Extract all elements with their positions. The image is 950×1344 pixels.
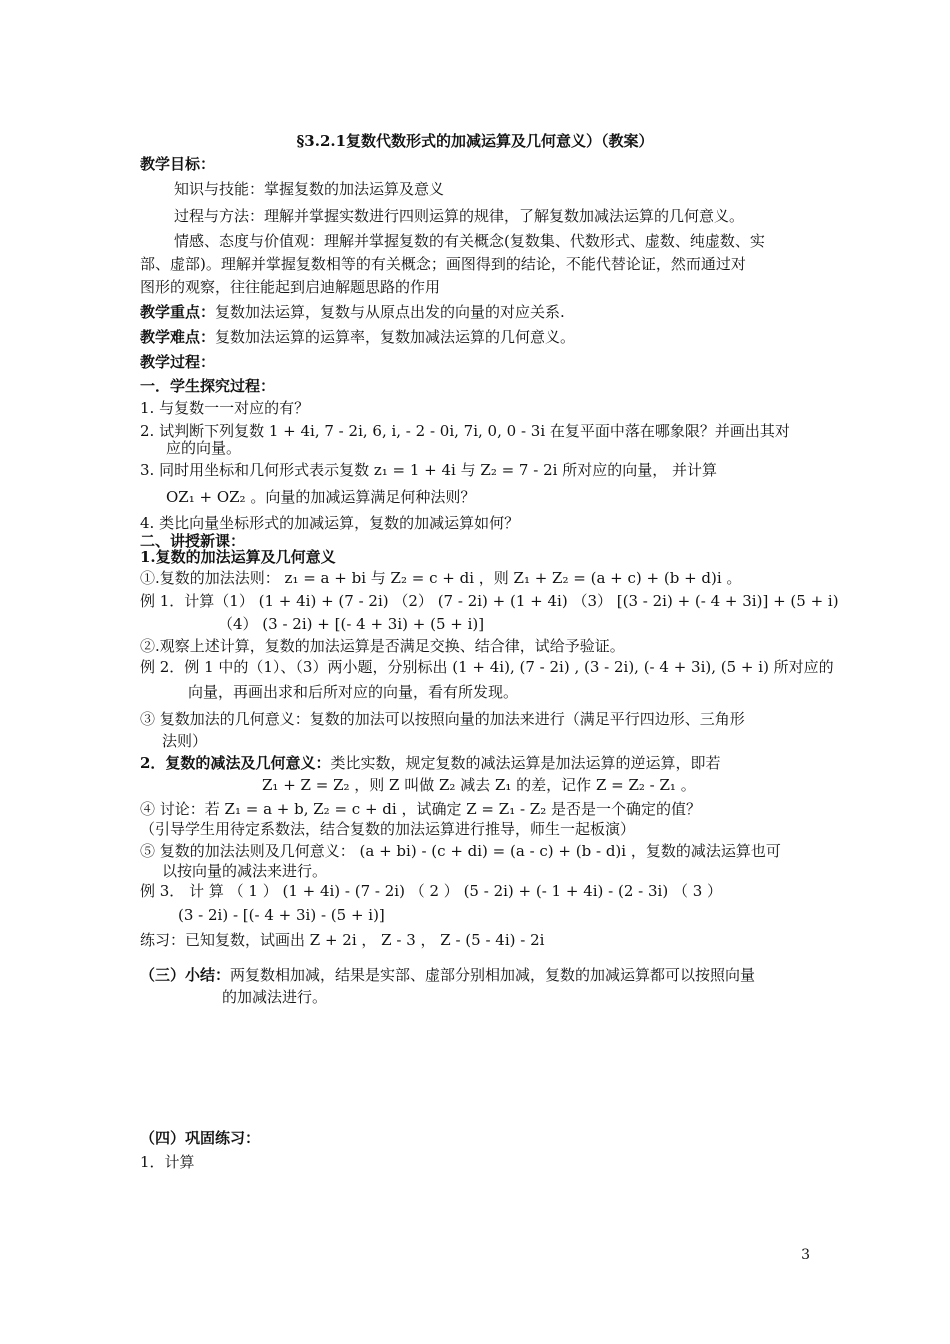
summary-line2: 的加减法进行。 (222, 988, 328, 1006)
key-point-label: 教学重点： (140, 303, 216, 321)
example1-line1: 例 1．计算（1） (1 + 4i) + (7 - 2i) （2） (7 - 2i) + (1 + 4i) （3） [(3 - 2i) + (- 4 + 3i)] + (5 + i) (140, 592, 839, 610)
question-2-line1: 2. 试判断下列复数 1 + 4i, 7 - 2i, 6, i, - 2 - 0i, 7i, 0, 0 - 3i 在复平面中落在哪象限？并画出其对 (140, 422, 790, 440)
commutative-note: ②.观察上述计算，复数的加法运算是否满足交换、结合律，试给予验证。 (140, 637, 625, 655)
geometric-meaning-line2: 法则） (162, 732, 208, 750)
page-title: §3.2.1复数代数形式的加减运算及几何意义）（教案） (296, 132, 654, 150)
example1-line2: （4） (3 - 2i) + [(- 4 + 3i) + (5 + i)] (218, 615, 485, 633)
subsection2-label: 2．复数的减法及几何意义： (140, 754, 331, 772)
key-point (140, 302, 565, 322)
subtraction-definition: Z₁ + Z = Z₂ ，则 Z 叫做 Z₂ 减去 Z₁ 的差，记作 Z = Z₂ - Z₁ 。 (262, 776, 696, 794)
difficulty (140, 327, 575, 347)
goal-emotion-line3: 图形的观察，往往能起到启迪解题思路的作用 (140, 278, 441, 296)
section1-header: 一．学生探究过程： (140, 377, 276, 395)
question-4: 4. 类比向量坐标形式的加减运算，复数的加减运算如何？ (140, 514, 520, 532)
subsection1-header: 1.复数的加法运算及几何意义 (140, 548, 336, 566)
example2-line2: 向量，再画出求和后所对应的向量，看有所发现。 (188, 683, 519, 701)
subtraction-rule-line2: 以按向量的减法来进行。 (162, 862, 328, 880)
question-3-line1: 3. 同时用坐标和几何形式表示复数 z₁ = 1 + 4i 与 Z₂ = 7 - 2i 所对应的向量， 并计算 (140, 461, 717, 479)
key-point-text: 复数加法运算，复数与从原点出发的向量的对应关系. (215, 303, 565, 321)
subtraction-rule-line1: ⑤ 复数的加法法则及几何意义： (a + bi) - (c + di) = (a - c) + (b - d)i ，复数的减法运算也可 (140, 842, 781, 860)
goal-knowledge: 知识与技能：掌握复数的加法运算及意义 (174, 180, 445, 198)
exercise-1: 1．计算 (140, 1153, 195, 1171)
summary-text: 两复数相加减，结果是实部、虚部分别相加减，复数的加减运算都可以按照向量 (230, 966, 756, 984)
question-1: 1. 与复数一一对应的有？ (140, 399, 310, 417)
goal-emotion-line1: 情感、态度与价值观：理解并掌握复数的有关概念(复数集、代数形式、虚数、纯虚数、实 (174, 232, 765, 250)
goal-emotion-line2: 部、虚部)。理解并掌握复数相等的有关概念；画图得到的结论，不能代替论证，然而通过对 (140, 255, 746, 273)
goals-header: 教学目标： (140, 155, 216, 173)
section4-header: （四）巩固练习： (140, 1129, 261, 1147)
subtraction-text: 类比实数，规定复数的减法运算是加法运算的逆运算，即若 (330, 754, 721, 772)
discussion-note: （引导学生用待定系数法，结合复数的加法运算进行推导，师生一起板演） (140, 820, 636, 838)
example3-line2: (3 - 2i) - [(- 4 + 3i) - (5 + i)] (178, 906, 385, 924)
geometric-meaning-line1: ③ 复数加法的几何意义：复数的加法可以按照向量的加法来进行（满足平行四边形、三角形 (140, 710, 745, 728)
process-header: 教学过程： (140, 353, 216, 371)
question-2-line2: 应的向量。 (166, 439, 242, 457)
subtraction-intro (140, 753, 720, 773)
question-3-line2: OZ₁ + OZ₂ 。向量的加减运算满足何种法则？ (166, 488, 476, 506)
summary-label: （三）小结： (140, 966, 231, 984)
section2-header: 二、讲授新课： (140, 532, 246, 550)
summary (140, 965, 755, 985)
practice: 练习：已知复数，试画出 Z + 2i ， Z - 3 ， Z - (5 - 4i) - 2i (140, 931, 545, 949)
difficulty-text: 复数加法运算的运算率，复数加减法运算的几何意义。 (215, 328, 576, 346)
example2-line1: 例 2．例 1 中的（1）、（3）两小题，分别标出 (1 + 4i), (7 - 2i) , (3 - 2i), (- 4 + 3i), (5 + i) 所对应的 (140, 658, 834, 676)
example3-line1: 例 3． 计 算 （ 1 ） (1 + 4i) - (7 - 2i) （ 2 ） (5 - 2i) + (- 1 + 4i) - (2 - 3i) （ 3 ） (140, 882, 723, 900)
difficulty-label: 教学难点： (140, 328, 216, 346)
discussion: ④ 讨论：若 Z₁ = a + b, Z₂ = c + di ，试确定 Z = Z₁ - Z₂ 是否是一个确定的值？ (140, 800, 702, 818)
addition-rule: ①.复数的加法法则： z₁ = a + bi 与 Z₂ = c + di ，则 Z₁ + Z₂ = (a + c) + (b + d)i 。 (140, 569, 742, 587)
page-number: 3 (801, 1247, 810, 1263)
goal-process: 过程与方法：理解并掌握实数进行四则运算的规律，了解复数加减法运算的几何意义。 (174, 207, 745, 225)
